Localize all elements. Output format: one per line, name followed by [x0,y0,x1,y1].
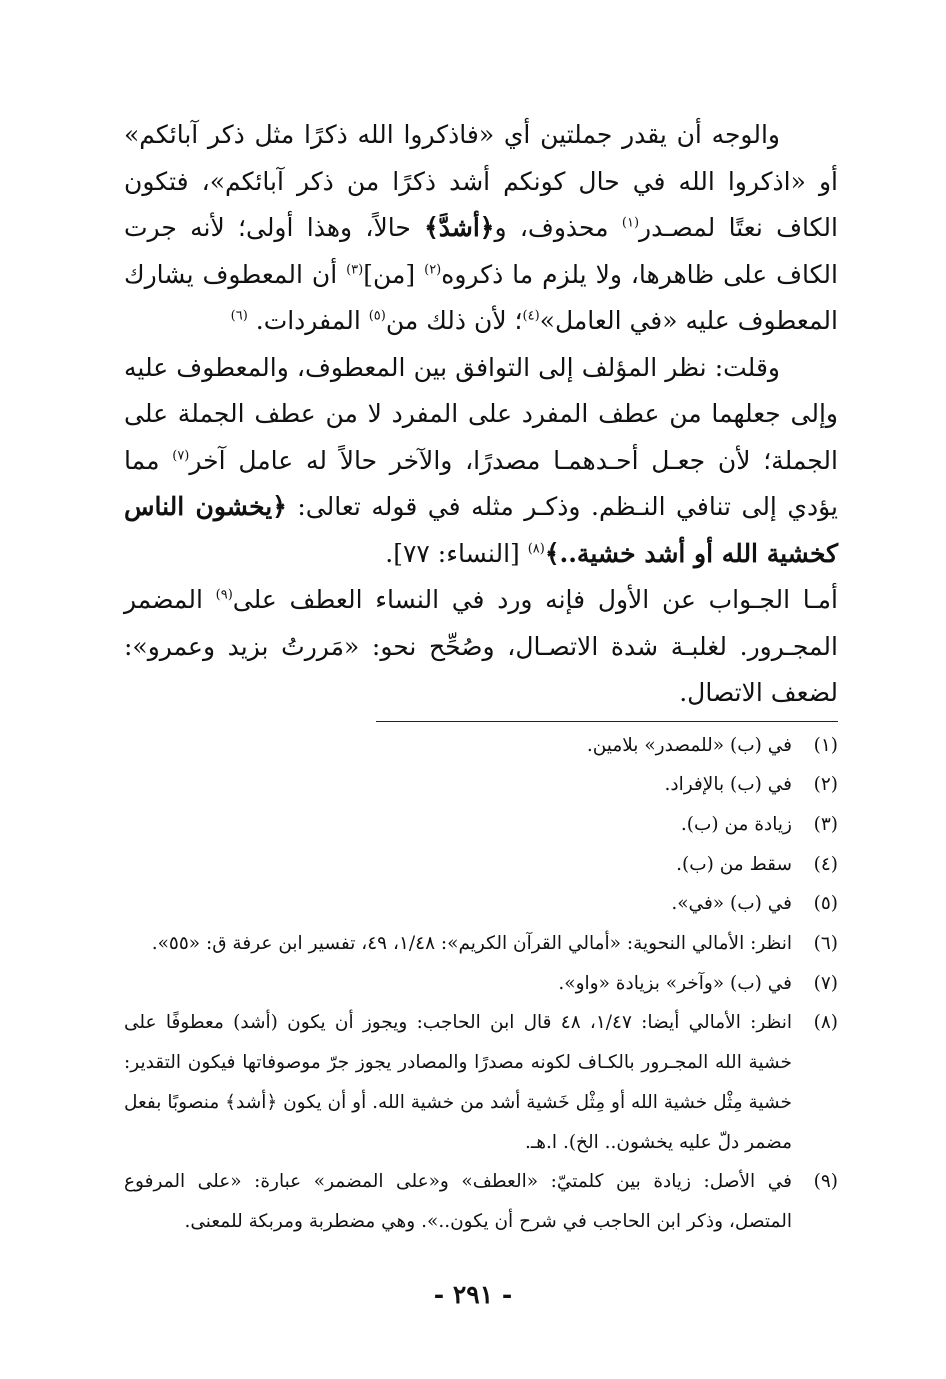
footnote-ref: (٤) [522,308,540,324]
footnote-text: سقط من (ب). [676,853,792,875]
footnote-text: في (ب) «وآخر» بزيادة «واو». [558,972,792,994]
paragraph [124,112,838,345]
footnote [124,1003,838,1162]
footnote-number: (١) [813,734,838,756]
footnote-text: في (ب) «في». [671,893,792,915]
footnote-text: انظر: الأمالي أيضا: ١/٤٧، ٤٨ قال ابن الحاجب: ويجوز أن يكون (أشد) معطوفًا على خشية الله المجـرور بالكـاف لكونه مصدرًا والمصادر يجوز جرّ موصوفاتها فيكون التقدير: خشية مِثْل خشية الله أو مِثْل خَشية أشد من خشية الله. أو أن يكون ﴿أشد﴾ منصوبًا بفعل مضمر دلّ عليه يخشون.. الخ). ا.هـ. [124,1012,793,1153]
footnotes [124,726,838,1242]
text-run: حالاً، وهذا أولى؛ لأنه جرت الكاف على ظاهرها، ولا يلزم ما ذكروه [124,213,838,289]
text-run: المضمر المجـرور. لغلبـة شدة الاتصـال، وصُحِّح نحو: «مَررتُ بزيد وعمرو»: لضعف الاتصال. [124,585,838,707]
footnote-ref: (٩) [215,587,233,603]
footnote-ref: (٦) [230,308,248,324]
footnote [124,765,838,805]
footnote-text: زيادة من (ب). [680,813,792,835]
footnote-ref: (٨) [527,541,545,557]
paragraph [124,577,838,717]
footnote [124,805,838,845]
text-run: والوجه أن يقدر جملتين أي «فاذكروا الله ذكرًا مثل ذكر آبائكم» أو «اذكروا الله في حال كونكم أشد ذكرًا من ذكر آبائكم»، فتكون الكاف نعتًا لمصـدر [124,120,838,242]
footnote-text: انظر: الأمالي النحوية: «أمالي القرآن الكريم»: ١/٤٨، ٤٩، تفسير ابن عرفة ق: «٥٥». [151,933,792,955]
text-run: وقلت: نظر المؤلف إلى التوافق بين المعطوف، والمعطوف عليه وإلى جعلهما من عطف المفرد على المفرد لا من عطف الجملة على الجملة؛ لأن جعـل أحـدهمـا مصدرًا، والآخر حالاً له عامل آخر [124,352,838,475]
footnote [124,1162,838,1241]
footnote [124,726,838,766]
footnote-number: (٣) [813,813,838,835]
footnote-number: (٥) [813,893,838,915]
footnote-text: في (ب) «للمصدر» بلامين. [586,734,792,756]
footnote [124,845,838,885]
text-run: محذوف، و [494,213,622,242]
main-text [124,112,838,717]
footnote-number: (٢) [813,774,838,796]
text-run: أمـا الجـواب عن الأول فإنه ورد في النساء العطف على [232,585,839,614]
footnote [124,884,838,924]
text-run: ؛ لأن ذلك من [385,306,523,335]
text-run: أن المعطوف يشارك المعطوف عليه «في العامل» [124,259,838,335]
footnote-number: (٤) [813,853,838,875]
footnote-number: (٧) [813,972,838,994]
quran-quote: ﴿أشدَّ﴾ [424,213,495,242]
text-run: المفردات. [247,306,369,335]
footnote [124,964,838,1004]
footnote-ref: (٢) [424,262,442,278]
text-run: مما يؤدي إلى تنافي النـظم. وذكـر مثله في قوله تعالى: [124,445,838,521]
quran-quote: ﴿يخشون الناس كخشية الله أو أشد خشية..﴾ [124,492,838,568]
footnote-text: في (ب) بالإفراد. [664,774,792,796]
paragraph [124,345,838,578]
footnote-ref: (٧) [172,448,190,464]
footnote-ref: (٥) [368,308,386,324]
footnote-number: (٩) [813,1171,838,1193]
text-run: [من] [363,259,425,289]
footnote-ref: (٣) [346,262,364,278]
footnote-ref: (١) [621,215,640,231]
page-number: - ٢٩١ - [433,1280,513,1309]
footnote [124,924,838,964]
footnote-separator [376,721,838,722]
footnote-text: في الأصل: زيادة بين كلمتيّ: «العطف» و«على المضمر» عبارة: «على المرفوع المتصل، وذكر ابن الحاجب في شرح أن يكون..». وهي مضطربة ومربكة للمعنى. [124,1171,792,1232]
footnote-number: (٨) [813,1012,838,1034]
text-run: [النساء: ٧٧]. [385,538,528,568]
footnote-number: (٦) [813,933,838,955]
